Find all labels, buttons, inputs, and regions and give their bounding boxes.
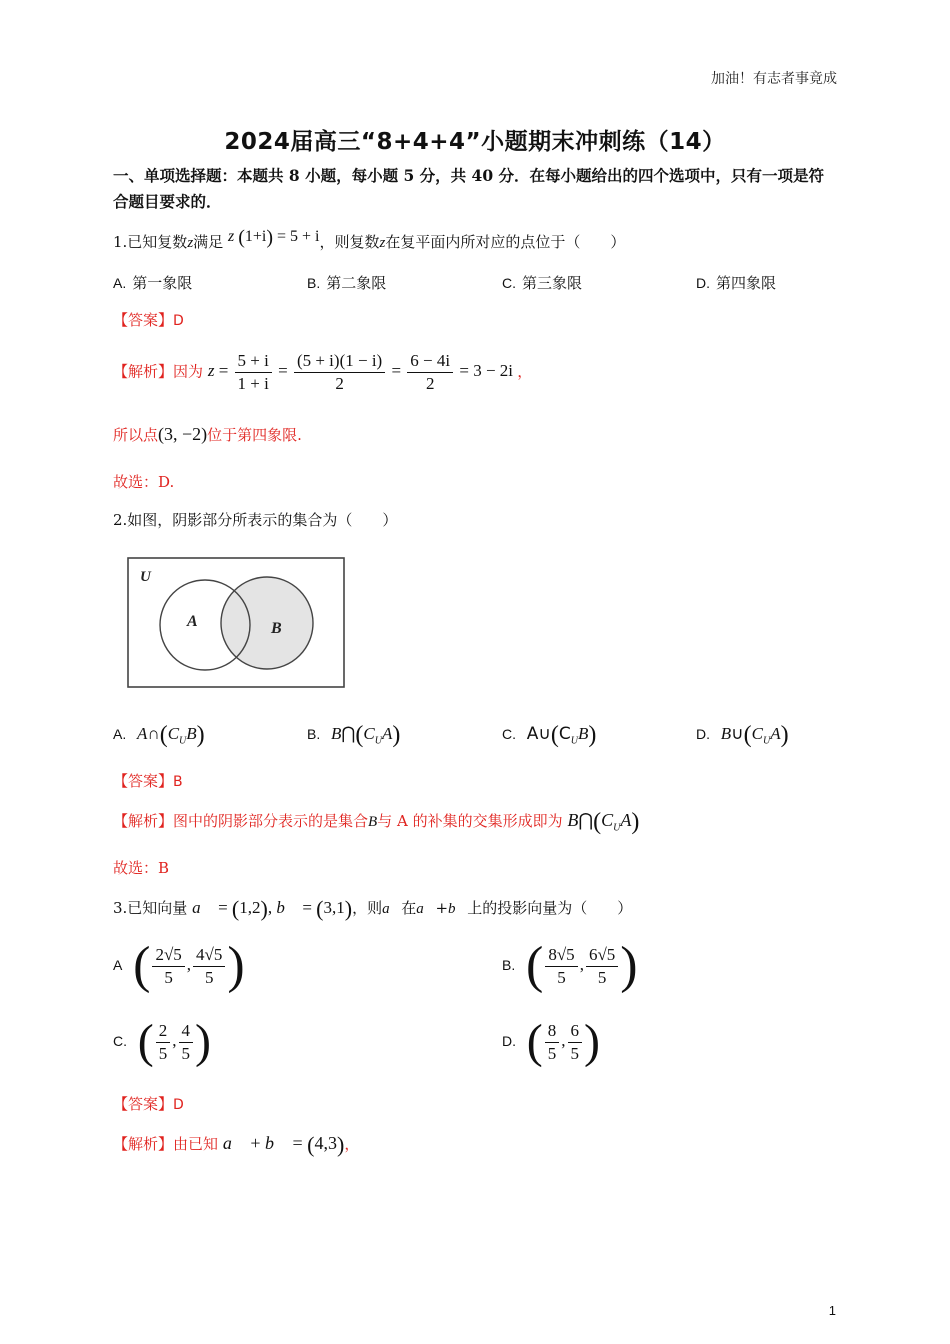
venn-label-u: U — [140, 569, 151, 585]
venn-label-b: B — [271, 620, 282, 637]
q1-var-z: z — [187, 235, 194, 251]
q2-analysis: 【解析】图中的阴影部分表示的是集合B与 A 的补集的交集形成即为 $B⋂(C_UA)$ — [113, 809, 640, 835]
q1-stem-text-d: 在复平面内所对应的点位于（ ） — [385, 233, 626, 251]
q1-analysis: 【解析】因为 z = $\frac{5 + i}{1 + i}$ = $\frac{(5 + i)(1 - i)}{2}$ = $\frac{6 - 4i}{2}$ = 3 − 2i ， — [113, 351, 533, 393]
q2-option-a[interactable]: A. $A\cap(C_UB)$ — [113, 722, 205, 748]
q1-stem-text-c: ，则复数 — [319, 233, 380, 251]
section-heading: 一、单项选择题：本题共 8 小题，每小题 5 分，共 40 分．在每小题给出的四个选项中，只有一项是符合题目要求的． — [113, 166, 825, 211]
q1-stem-text-b: 满足 — [193, 233, 224, 251]
q2-option-b[interactable]: B. $B⋂(C_UA)$ — [307, 722, 401, 748]
q1-option-b[interactable]: B. 第二象限 — [307, 274, 387, 292]
q3-stem: 3.已知向量 a⃗ = (1,2), b⃗ = (3,1)，则a⃗在a⃗+b⃗上的投影向量为（ ） — [113, 896, 633, 922]
page-title: 2024届高三“8+4+4”小题期末冲刺练（14） — [224, 129, 726, 155]
q3-option-b[interactable]: B. ( $\frac{8√5}{5}$ , $\frac{6√5}{5}$ ) — [502, 937, 638, 994]
q1-option-c[interactable]: C. 第三象限 — [502, 274, 583, 292]
q2-conclusion: 故选：B — [113, 859, 170, 877]
q3-analysis-expr: a⃗ + b⃗ = (4,3) — [222, 1131, 345, 1157]
q1-answer: 【答案】D — [113, 311, 184, 329]
q1-point: (3, −2) — [158, 424, 208, 444]
q2-answer: 【答案】B — [113, 772, 183, 790]
q3-vectors: a⃗ = (1,2), b⃗ = (3,1) — [192, 896, 353, 922]
q3-analysis: 【解析】由已知 a⃗ + b⃗ = (4,3)， — [113, 1131, 360, 1157]
venn-diagram — [127, 557, 346, 689]
q1-option-d[interactable]: D. 第四象限 — [696, 274, 777, 292]
q1-conclusion: 故选：D. — [113, 473, 175, 491]
q1-stem-text-a: 1.已知复数 — [113, 233, 188, 251]
q2-option-d[interactable]: D. $B\cup(C_UA)$ — [696, 722, 789, 748]
q1-equation: z (1+i) = 5 + i — [227, 226, 320, 249]
q2-option-c[interactable]: C. $A\cup(C_UB)$ — [502, 722, 597, 748]
q3-option-c[interactable]: C. ( $\frac{2}{5}$ , $\frac{4}{5}$ ) — [113, 1015, 211, 1068]
q3-answer: 【答案】D — [113, 1095, 184, 1113]
header-motto: 加油！有志者事竟成 — [711, 71, 837, 87]
q1-analysis-equation: z = $\frac{5 + i}{1 + i}$ = $\frac{(5 + i)(1 - i)}{2}$ = $\frac{6 - 4i}{2}$ = 3 − 2i — [207, 351, 518, 393]
q1-var-z2: z — [379, 235, 386, 251]
q2-stem: 2.如图，阴影部分所表示的集合为（ ） — [113, 511, 398, 529]
q3-option-a[interactable]: A ( $\frac{2√5}{5}$ , $\frac{4√5}{5}$ ) — [113, 937, 245, 994]
q3-option-d[interactable]: D. ( $\frac{8}{5}$ , $\frac{6}{5}$ ) — [502, 1015, 600, 1068]
venn-label-a: A — [187, 613, 198, 630]
q1-option-a[interactable]: A. 第一象限 — [113, 274, 193, 292]
page-number: 1 — [828, 1303, 836, 1318]
q1-analysis-line2: 所以点(3, −2)位于第四象限. — [113, 424, 302, 444]
q2-analysis-expr: $B⋂(C_UA)$ — [567, 809, 640, 835]
q1-stem — [113, 226, 626, 253]
